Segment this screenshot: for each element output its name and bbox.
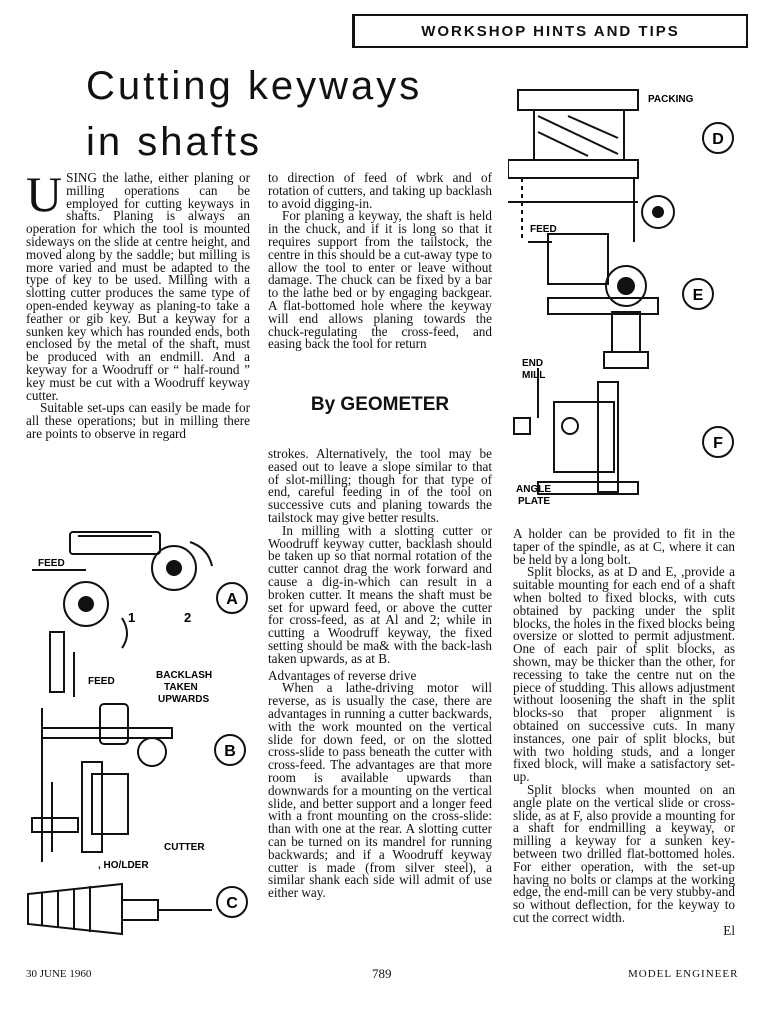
label-taken: TAKEN (164, 682, 198, 693)
label-mill: MILL (522, 370, 546, 381)
paragraph: to direction of feed of wbrk and of rotation of cutters, and taking up backlash to avoid digging-in. (268, 170, 492, 211)
paragraph: In milling with a slotting cutter or Woodruff keyway cutter, backlash should be taken up so that normal rotation of the cutter cannot drag the work forward and cause a dig-in-which can result in a broken cutter. It means the shaft must be set for upward feed, or above the cutter for cross-feed, as at Al and 2; while in cutting a Woodruff keyway, the fixed setting should be ma& with the back-lash taken upwards, as at B. (268, 522, 492, 666)
end-mark: El (723, 922, 735, 938)
drop-cap: U (26, 166, 63, 222)
label-plate: PLATE (518, 496, 551, 507)
title-line-1: Cutting keyways (86, 64, 423, 108)
footer-magazine-name: MODEL ENGINEER (628, 968, 739, 980)
label-feed-1: FEED (38, 558, 65, 569)
figure-label-d: D (712, 131, 724, 148)
angle-plate-f (538, 482, 638, 494)
column-2-bottom (268, 448, 492, 900)
paragraph: Split blocks, as at D and E, ,provide a suitable mounting for each end of a shaft when bolted to fixed blocks, with cuts obtained by packing under the split blocks, the holes in the fixed blocks being oversize or slotted to permit adjustment. One of each pair of split blocks, as shown, may be thicker than the other, for recessing to take the centre nut on the piece of studding. This allows adjustment without loosening the shaft in the split blocks-so that proper alignment is obtained on successive cuts. In many instances, one pair of split blocks, but with two holding studs, and a longer fixed block, will make a satisfactory set-up. (513, 564, 735, 785)
label-upwards: UPWARDS (158, 694, 210, 705)
paragraph: USING the lathe, either planing or milling operations can be employed for cutting keyways in shafts. Planing is always an operation for which the tool is mounted sideways on the slide at centre height, and moved along by the saddle; but milling is more varied and must be adapted to the type of key to be used. Milling with a slotting cutter produces the same type of open-ended keyway as planing-to take a feather or gib key. But a keyway for a sunken key which has rounded ends, both enclosed by the metal of the shaft, must be produced with an endmill. And a keyway for a Woodruff or “ half-round ” key must be cut with a Woodruff keyway cutter. (26, 166, 250, 403)
label-end: END (522, 358, 544, 369)
paragraph: Suitable set-ups can easily be made for all these operations; but in milling there are points to observe in regard (26, 400, 250, 441)
column-2-top (268, 172, 492, 351)
section-header-text: WORKSHOP HINTS AND TIPS (421, 22, 680, 40)
paragraph: strokes. Alternatively, the tool may be eased out to leave a slope similar to that of slot-milling; though for that type of end, careful feeding in of the tool on successive cuts and planing towards the tailstock may give better results. (268, 446, 492, 525)
section-header (352, 14, 748, 48)
title-line-2: in shafts (86, 120, 262, 164)
paragraph: When a lathe-driving motor will reverse, as is usually the case, there are advantages in running a cutter backwards, with the work mounted on the vertical slide for down feed, or on the slotted cross-slide to pass beneath the cutter with cross-feed. The advantages are that more room is available upwards than downwards for a mounting on the vertical slide, and better support and a longer feed with a front mounting on the cross-slide: than with one at the rear. A slotting cutter can be turned on its mandrel for running backwards; and if a Woodruff keyway cutter is made (from silver steel), a similar shank each side will admit of use either way. (268, 680, 492, 901)
figure-label-c: C (226, 895, 238, 912)
footer-date: 30 JUNE 1960 (26, 968, 92, 980)
subheading: Advantages of reverse drive (268, 667, 417, 683)
figure-label-f: F (713, 435, 723, 452)
label-packing: PACKING (648, 94, 694, 105)
label-feed: FEED (530, 224, 557, 235)
article-title (86, 58, 506, 170)
shaft-b (50, 632, 64, 692)
label-number-2: 2 (184, 610, 192, 625)
byline: By GEOMETER (310, 394, 450, 415)
figure-label-b: B (224, 743, 236, 760)
end-mill-f (514, 418, 530, 434)
label-number-1: 1 (128, 610, 136, 625)
column-1 (26, 166, 250, 441)
label-backlash: BACKLASH (156, 670, 213, 681)
figure-label-a: A (226, 591, 238, 608)
label-angle: ANGLE (516, 484, 551, 495)
figure-left-illustration (22, 522, 258, 962)
label-feed-2: FEED (88, 676, 115, 687)
figure-right-illustration (508, 62, 744, 514)
woodruff-cutter-b (138, 738, 166, 766)
label-cutter: CUTTER (164, 842, 205, 853)
paragraph: Split blocks when mounted on an angle plate on the vertical slide or cross-slide, as at F, also provide a mounting for a shaft for endmilling a keyway, or milling a keyway for a sunken key-between two drilled flat-bottomed holes. For either operation, with the set-up having no bolts or clamps at the working edge, the end-mill can be very stubby-and so without deflection, for the keyway to cut the correct width. (513, 781, 735, 925)
split-block-e (548, 234, 608, 284)
paragraph: A holder can be provided to fit in the taper of the spindle, as at C, where it can be held by a long bolt. (513, 526, 735, 567)
figure-label-e: E (692, 287, 704, 304)
split-block-top-d (518, 90, 638, 110)
footer-page-number: 789 (372, 966, 392, 981)
paragraph: For planing a keyway, the shaft is held in the chuck, and if it is long so that it requires support from the tailstock, the centre in this should be a cut-away type to allow the tool to enter or leave without damage. The chuck can be fixed by a bar to the lathe bed or by engaging backgear. A flat-bottomed hole where the keyway will end allows planing towards the chuck-regulating the cross-feed, and easing back the tool for return (268, 208, 492, 352)
label-holder: , HO/LDER (98, 860, 149, 871)
column-3 (513, 528, 735, 938)
